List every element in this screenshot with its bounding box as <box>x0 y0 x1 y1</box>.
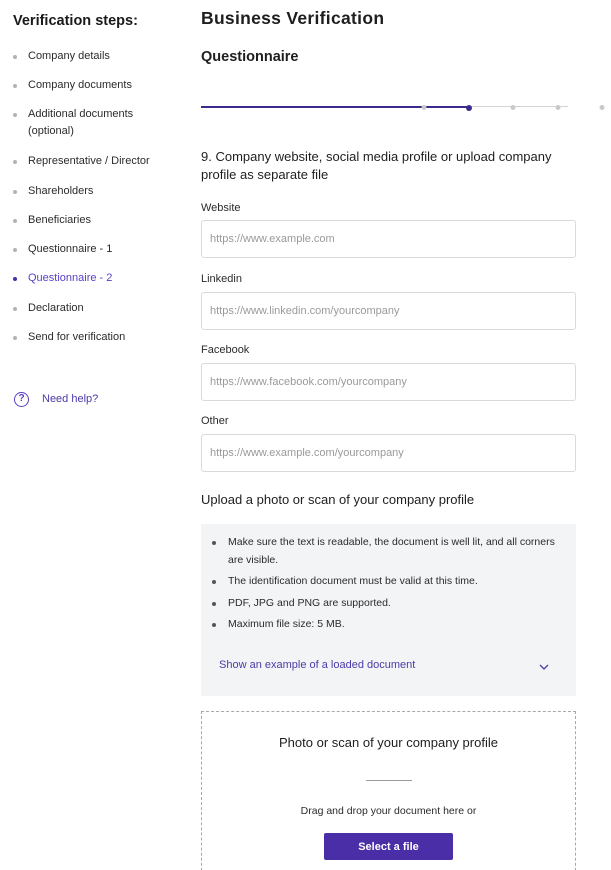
linkedin-input[interactable] <box>201 292 576 330</box>
step-bullet <box>13 219 17 223</box>
step-bullet <box>13 160 17 164</box>
step-bullet <box>13 190 17 194</box>
sidebar-title: Verification steps: <box>13 13 138 29</box>
step-label: Beneficiaries <box>28 214 91 226</box>
step-send-for-verification[interactable] <box>13 329 178 346</box>
progress-point <box>511 105 516 110</box>
bullet-icon <box>212 541 216 545</box>
other-label: Other <box>201 415 229 427</box>
progress-point <box>600 105 605 110</box>
requirement-text: Make sure the text is readable, the document is well lit, and all corners are visible. <box>228 536 555 566</box>
question-circle-icon: ? <box>14 392 29 407</box>
verification-sidebar <box>0 0 180 870</box>
progress-stepper <box>201 101 568 113</box>
dropzone-title: Photo or scan of your company profile <box>279 735 498 750</box>
requirements-list <box>211 534 561 638</box>
step-beneficiaries[interactable] <box>13 212 178 229</box>
step-label: Shareholders <box>28 185 94 197</box>
file-dropzone[interactable] <box>201 711 576 870</box>
progress-point <box>555 105 560 110</box>
step-bullet <box>13 55 17 59</box>
step-questionnaire-1[interactable] <box>13 241 178 258</box>
select-file-button[interactable]: Select a file <box>324 833 453 860</box>
step-label: Send for verification <box>28 331 126 343</box>
requirement-item <box>211 595 561 613</box>
step-label: Questionnaire - 2 <box>28 272 113 284</box>
requirement-item <box>211 534 561 569</box>
step-label: Representative / Director <box>28 155 150 167</box>
requirement-text: The identification document must be valid at this time. <box>228 575 478 587</box>
step-additional-documents[interactable] <box>13 106 178 140</box>
step-label: Company documents <box>28 79 132 91</box>
dropzone-divider <box>366 780 412 781</box>
bullet-icon <box>212 602 216 606</box>
other-input[interactable] <box>201 434 576 472</box>
step-company-documents[interactable] <box>13 77 178 94</box>
step-bullet <box>13 248 17 252</box>
requirement-item <box>211 573 561 591</box>
step-bullet <box>13 336 17 340</box>
step-label: Declaration <box>28 302 84 314</box>
progress-fill <box>201 106 469 108</box>
progress-point-current <box>466 105 472 111</box>
upload-requirements-box <box>201 524 576 696</box>
requirement-item <box>211 616 561 634</box>
step-label: Questionnaire - 1 <box>28 243 113 255</box>
step-bullet <box>13 113 17 117</box>
upload-title: Upload a photo or scan of your company profile <box>201 492 475 507</box>
step-bullet-active <box>13 277 17 281</box>
step-company-details[interactable] <box>13 48 178 65</box>
website-label: Website <box>201 202 241 214</box>
requirement-text: PDF, JPG and PNG are supported. <box>228 596 391 609</box>
step-representative-director[interactable] <box>13 153 178 170</box>
facebook-input[interactable] <box>201 363 576 401</box>
step-questionnaire-2[interactable] <box>13 270 178 287</box>
website-input[interactable] <box>201 220 576 258</box>
step-bullet <box>13 307 17 311</box>
facebook-label: Facebook <box>201 344 250 356</box>
section-title: Questionnaire <box>201 49 299 65</box>
step-shareholders[interactable] <box>13 183 178 200</box>
show-example-link[interactable]: Show an example of a loaded document <box>219 659 416 671</box>
question-text: 9. Company website, social media profile or upload company profile as separate file <box>201 149 552 182</box>
bullet-icon <box>212 623 216 627</box>
page-title: Business Verification <box>201 8 385 28</box>
dropzone-text: Drag and drop your document here or <box>300 805 477 817</box>
chevron-down-icon[interactable] <box>538 661 550 673</box>
need-help-link[interactable] <box>14 390 98 408</box>
bullet-icon <box>212 580 216 584</box>
step-bullet <box>13 84 17 88</box>
need-help-label: Need help? <box>42 393 99 405</box>
progress-point <box>422 105 427 110</box>
requirement-text: Maximum file size: 5 MB. <box>228 618 345 630</box>
linkedin-label: Linkedin <box>201 273 242 285</box>
step-label: Additional documents (optional) <box>28 108 134 137</box>
step-declaration[interactable] <box>13 300 178 317</box>
step-label: Company details <box>28 50 110 62</box>
